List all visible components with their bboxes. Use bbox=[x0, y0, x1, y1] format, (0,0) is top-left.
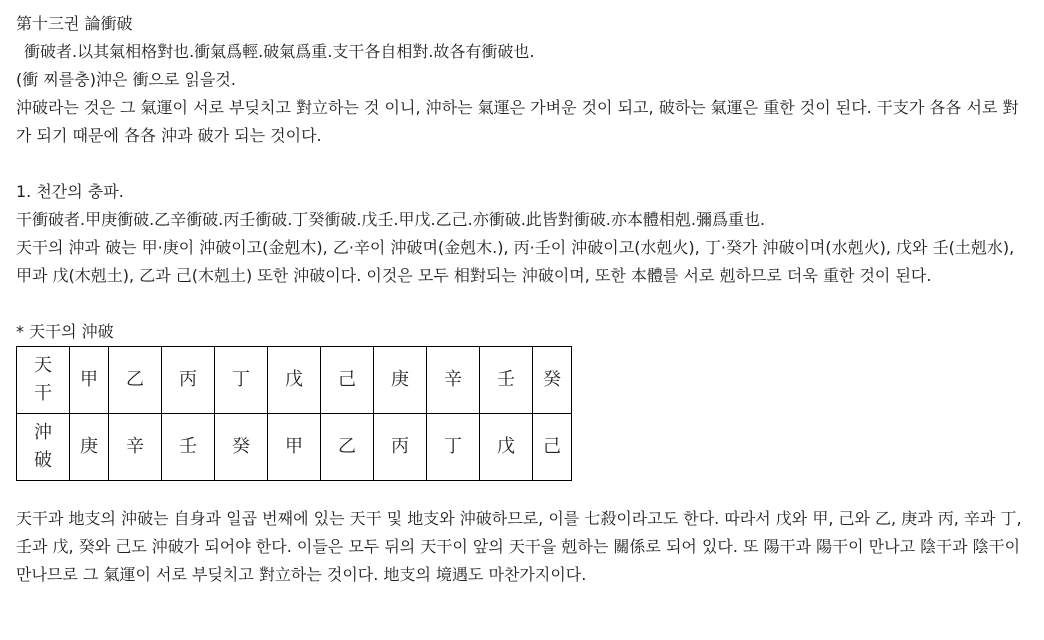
table-cell: 甲 bbox=[70, 347, 109, 414]
page-title: 第十三권 論衝破 bbox=[16, 14, 133, 33]
section-paragraph: 天干의 沖과 破는 甲·庚이 沖破이고(金剋木), 乙·辛이 沖破며(金剋木.), 丙·壬이 沖破이고(水剋火), 丁·癸가 沖破이며(水剋火), 戊와 壬(土剋水), 甲과 戊(木剋土), 乙과 己(木剋土) 또한 沖破이다. 이것은 모두 相對되는 沖破이며, 또한 本體를 서로 剋하므로 더욱 重한 것이 된다. bbox=[16, 238, 1015, 285]
table-cell: 甲 bbox=[268, 414, 321, 481]
table-cell: 戊 bbox=[480, 414, 533, 481]
table-cell: 己 bbox=[533, 414, 572, 481]
table-cell: 戊 bbox=[268, 347, 321, 414]
section-hanja-text: 干衝破者.甲庚衝破.乙辛衝破.丙壬衝破.丁癸衝破.戊壬.甲戊.乙己.亦衝破.此皆對衝破.亦本體相剋.彌爲重也. bbox=[16, 210, 766, 229]
table-cell: 壬 bbox=[162, 414, 215, 481]
section-heading: 1. 천간의 충파. bbox=[16, 182, 124, 201]
document-page bbox=[16, 10, 1028, 589]
table-cell: 庚 bbox=[70, 414, 109, 481]
hanja-intro: 衝破者.以其氣相格對也.衝氣爲輕.破氣爲重.支干各自相對.故各有衝破也. bbox=[24, 42, 535, 61]
table-cell: 乙 bbox=[109, 347, 162, 414]
table-header-cell: 沖 破 bbox=[17, 414, 70, 481]
table-cell: 丁 bbox=[427, 414, 480, 481]
table-cell: 辛 bbox=[427, 347, 480, 414]
table-cell: 辛 bbox=[109, 414, 162, 481]
table-cell: 壬 bbox=[480, 347, 533, 414]
table-cell: 乙 bbox=[321, 414, 374, 481]
spacer bbox=[16, 481, 1028, 505]
table-cell: 丙 bbox=[162, 347, 215, 414]
table-cell: 庚 bbox=[374, 347, 427, 414]
table-cell: 癸 bbox=[533, 347, 572, 414]
table-cell: 癸 bbox=[215, 414, 268, 481]
table-header-cell: 天 干 bbox=[17, 347, 70, 414]
table-cell: 己 bbox=[321, 347, 374, 414]
table-row bbox=[17, 414, 572, 481]
chungpa-table bbox=[16, 346, 572, 481]
closing-paragraph: 天干과 地支의 沖破는 自身과 일곱 번째에 있는 天干 및 地支와 沖破하므로, 이를 七殺이라고도 한다. 따라서 戊와 甲, 己와 乙, 庚과 丙, 辛과 丁, 壬과 戊, 癸와 己도 沖破가 되어야 한다. 이들은 모두 뒤의 天干이 앞의 天干을 剋하는 關係로 되어 있다. 또 陽干과 陽干이 만나고 陰干과 陰干이 만나므로 그 氣運이 서로 부딪치고 對立하는 것이다. 地支의 境遇도 마찬가지이다. bbox=[16, 509, 1022, 584]
spacer bbox=[16, 150, 1028, 178]
table-cell: 丙 bbox=[374, 414, 427, 481]
table-row bbox=[17, 347, 572, 414]
spacer bbox=[16, 290, 1028, 318]
table-caption: * 天干의 沖破 bbox=[16, 322, 114, 341]
reading-note: (衝 찌를충)沖은 衝으로 읽을것. bbox=[16, 70, 236, 89]
paragraph-intro: 沖破라는 것은 그 氣運이 서로 부딪치고 對立하는 것 이니, 沖하는 氣運은 가벼운 것이 되고, 破하는 氣運은 重한 것이 된다. 干支가 各各 서로 對가 되기 때문에 各各 沖과 破가 되는 것이다. bbox=[16, 98, 1019, 145]
table-cell: 丁 bbox=[215, 347, 268, 414]
